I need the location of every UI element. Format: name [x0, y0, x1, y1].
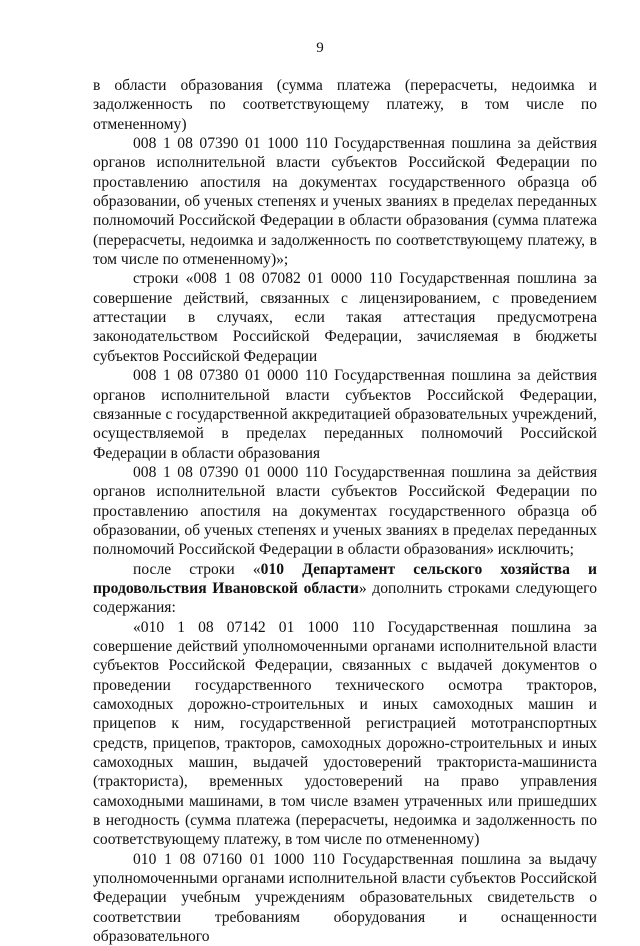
page-number: 9 [316, 40, 324, 56]
paragraph-010-07160: 010 1 08 07160 01 1000 110 Государственная пошлина за выдачу уполномоченными органами исполнительной власти субъектов Российской Федерации учебным учреждениям образовательных свидетельств о соответствии требованиям оборудования и оснащенности образовательного [93, 850, 597, 946]
paragraph-rows-008-07082: строки «008 1 08 07082 01 0000 110 Государственная пошлина за совершение действий, связанных с лицензированием, с проведением аттестации в случаях, если такая аттестация предусмотрена законодательством Российской Федерации, зачисляемая в бюджеты субъектов Российской Федерации [93, 270, 597, 365]
department-name: 010 Департамент сельского хозяйства и продовольствия Ивановской области [93, 560, 597, 597]
paragraph-prefix: после строки « [133, 560, 261, 578]
paragraph-suffix: » дополнить строками следующего содержания: [93, 579, 597, 617]
paragraph-008-07390-1000: 008 1 08 07390 01 1000 110 Государственная пошлина за действия органов исполнительной власти субъектов Российской Федерации по проставлению апостиля на документах государственного образца об образовании, об ученых степенях и ученых званиях в пределах переданных полномочий Российской Федерации в области образования (сумма платежа (перерасчеты, недоимка и задолженность по соответствующему платежу, в том числе по отмененному)»; [93, 135, 597, 269]
paragraph-008-07390-0000: 008 1 08 07390 01 0000 110 Государственная пошлина за действия органов исполнительной власти субъектов Российской Федерации по проставлению апостиля на документах государственного образца об образовании, об ученых степенях и ученых званиях в пределах переданных полномочий Российской Федерации в области образования» исключить; [93, 463, 597, 559]
paragraph-008-07380: 008 1 08 07380 01 0000 110 Государственная пошлина за действия органов исполнительной власти субъектов Российской Федерации, связанные с государственной аккредитацией образовательных учреждений, осуществляемой в пределах переданных полномочий Российской Федерации в области образования [93, 367, 597, 462]
paragraph-010-07142: «010 1 08 07142 01 1000 110 Государственная пошлина за совершение действий уполномоченными органами исполнительной власти субъектов Российской Федерации, связанных с выдачей документов о проведении государственного технического осмотра тракторов, самоходных дорожно-строительных и иных самоходных машин и прицепов к ним, государственной регистрацией мототранспортных средств, прицепов, тракторов, самоходных дорожно-строительных и иных самоходных машин, выдачей удостоверений тракториста-машиниста (тракториста), временных удостоверений на право управления самоходными машинами, в том числе взамен утраченных или пришедших в негодность (сумма платежа (перерасчеты, недоимка и задолженность по соответствующему платежу, в том числе по отмененному) [93, 618, 597, 849]
document-body [93, 76, 597, 946]
paragraph-continuation: в области образования (сумма платежа (перерасчеты, недоимка и задолженность по соответствующему платежу, в том числе по отмененному) [93, 77, 597, 133]
paragraph-after-row-010 [93, 560, 597, 618]
